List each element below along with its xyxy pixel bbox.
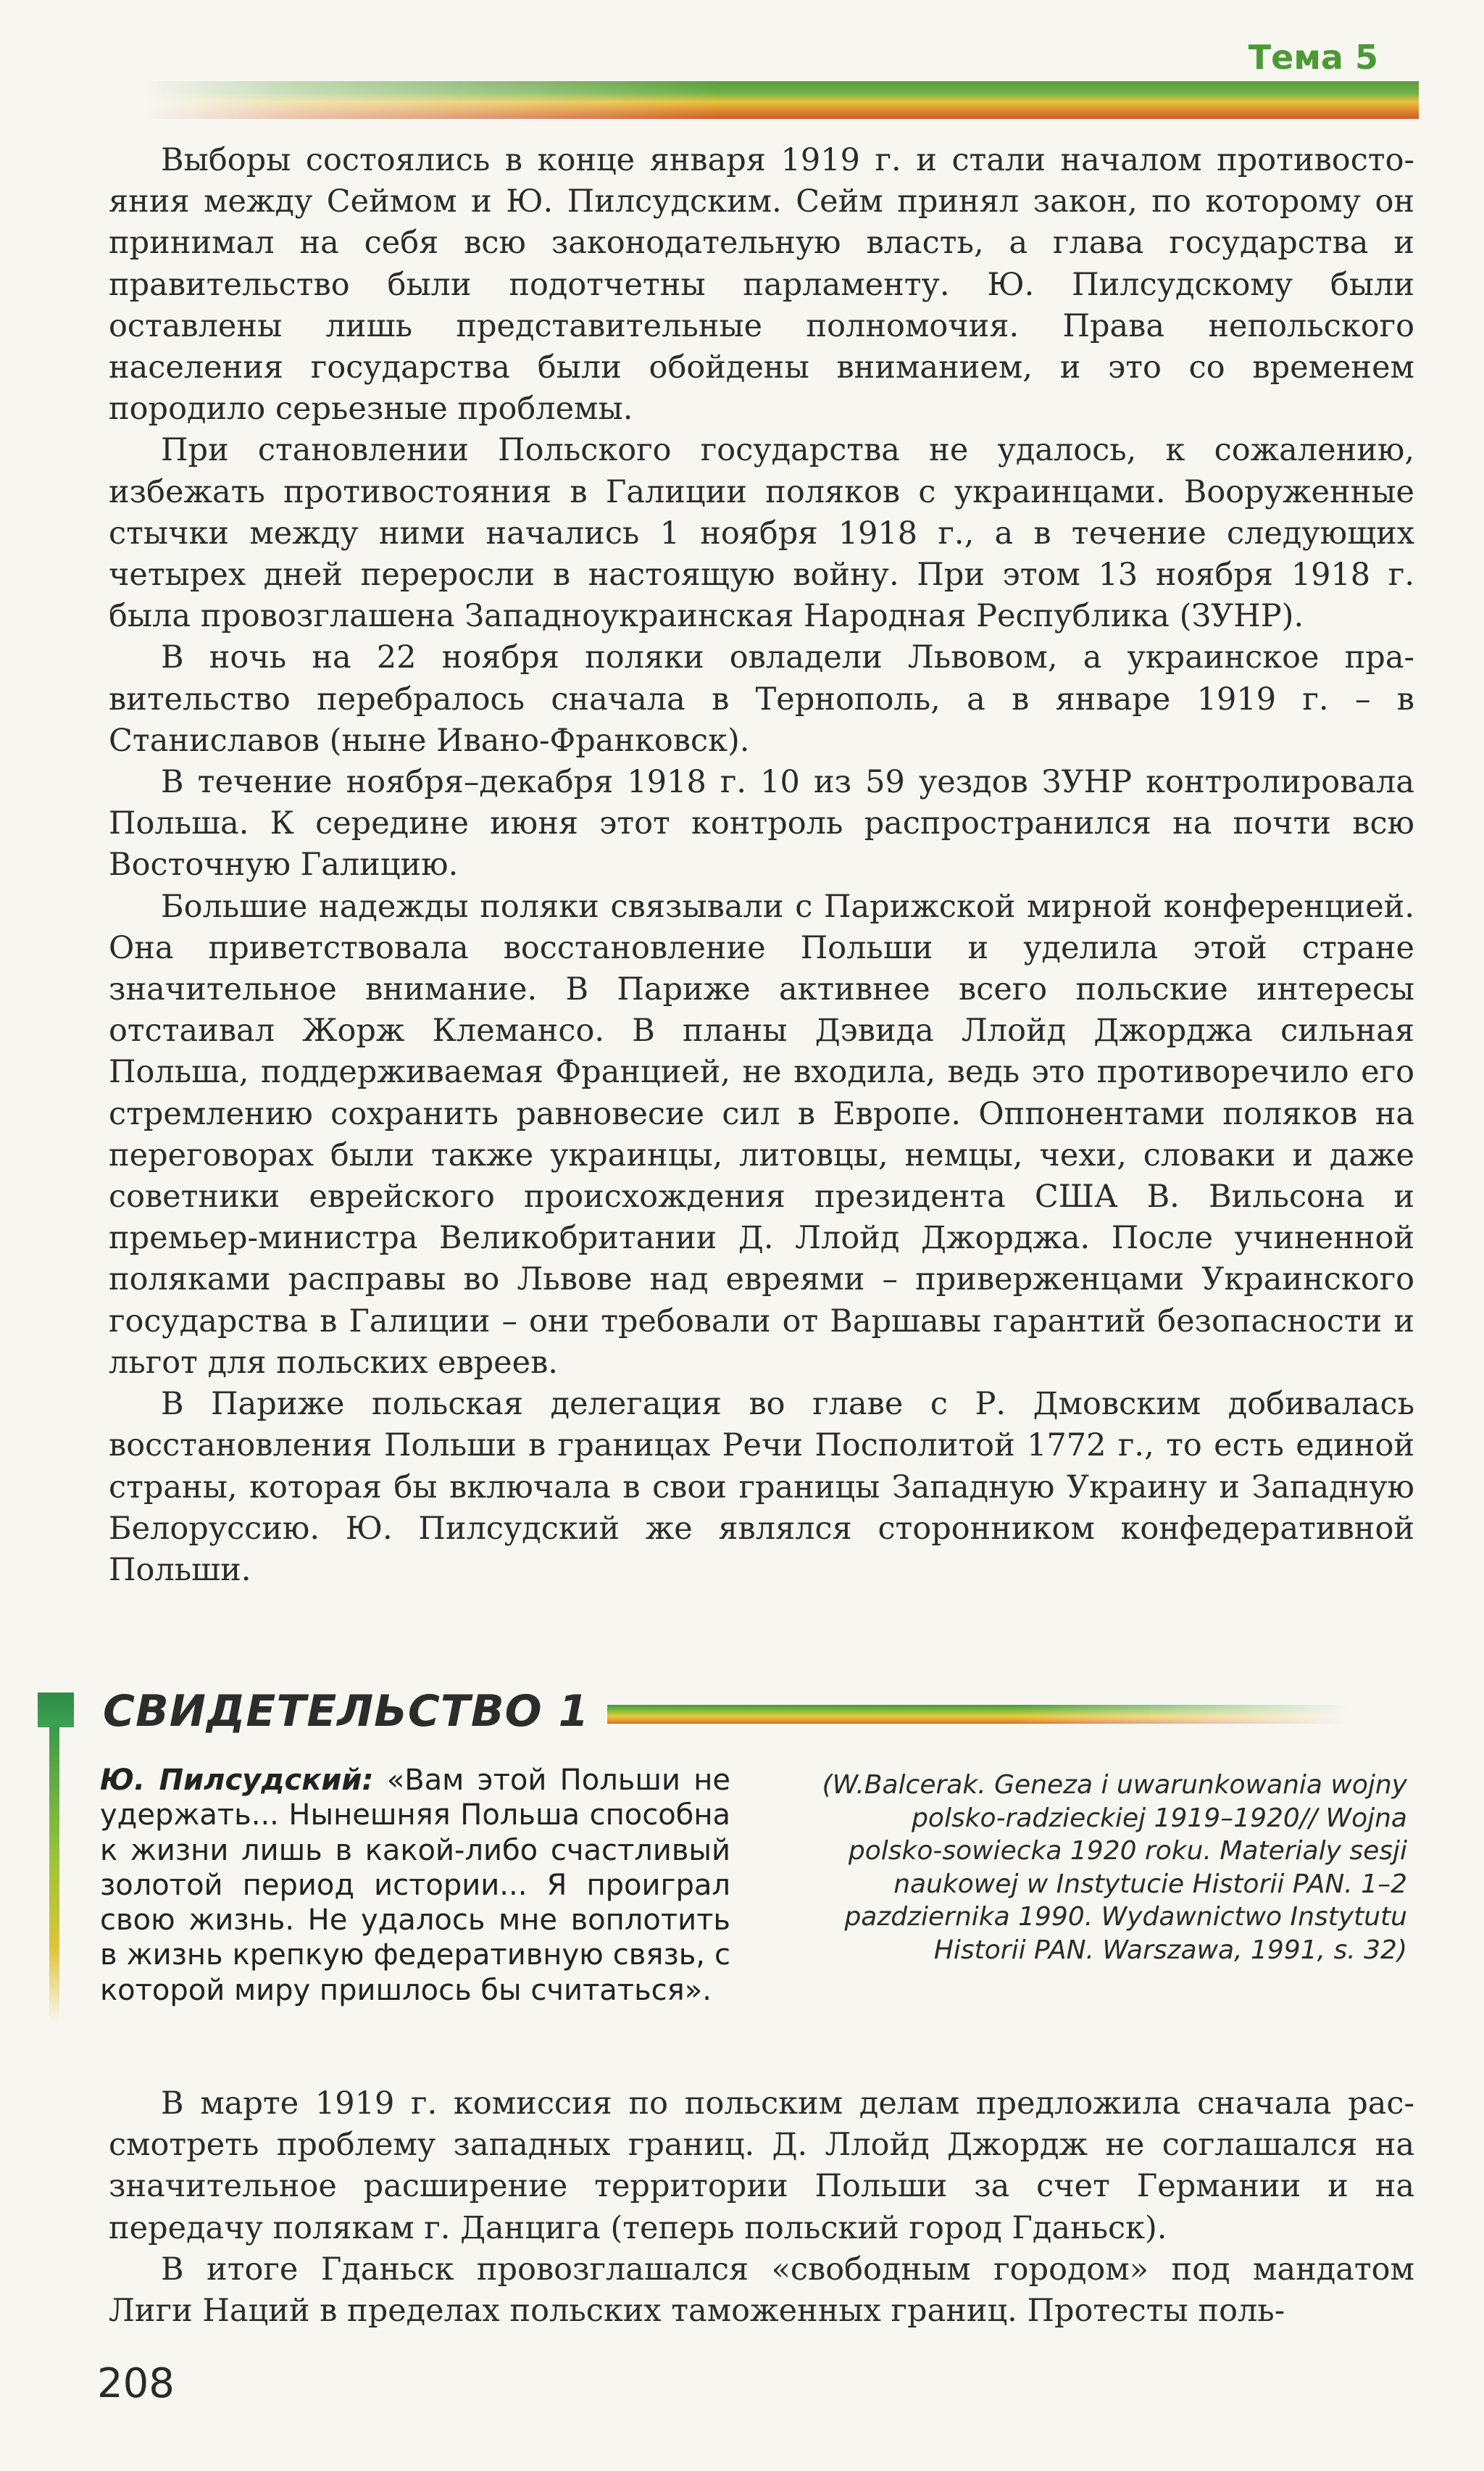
evidence-speaker: Ю. Пилсудский: bbox=[100, 1764, 374, 1797]
evidence-title-gradient-bar bbox=[607, 1705, 1346, 1724]
page-number: 208 bbox=[97, 2360, 175, 2407]
evidence-quote bbox=[100, 1763, 730, 2008]
topic-label: Тема 5 bbox=[1248, 38, 1378, 77]
evidence-title: СВИДЕТЕЛЬСТВО 1 bbox=[103, 1686, 590, 1737]
paragraph: Выборы состоялись в конце января 1919 г. и стали началом противостояния между Сеймом и Ю. Пилсудским. Сейм принял закон, по которому он принимал на себя всю законодательную власть, а глава государства и правительство были подотчетны парламенту. Ю. Пилсудскому были оставлены лишь представительные полномочия. Права непольского населения государства были обойдены вниманием, и это со временем породило серьезные проблемы. bbox=[109, 142, 1414, 428]
paragraph: В марте 1919 г. комиссия по польским делам предложила сначала рассмотреть проблему западных границ. Д. Ллойд Джордж не соглашался на значительное расширение территории Польши за счет Германии и на передачу полякам г. Данцига (теперь польский город Гданьск). bbox=[109, 2085, 1414, 2246]
paragraph: Большие надежды поляки связывали с Парижской мирной конференцией. Она приветствовала восстановление Польши и уделила этой стране значительное внимание. В Париже активнее всего польские интересы отстаивал Жорж Клемансо. В планы Дэвида Ллойд Джорджа сильная Польша, поддерживаемая Францией, не входила, ведь это противоречило его стремлению сохранить равновесие сил в Европе. Оппонентами поляков на переговорах были также украинцы, литовцы, немцы, чехи, словаки и даже советники еврейского происхождения президента США В. Вильсона и премьер-министра Великобритании Д. Ллойд Джорджа. После учиненной поляками расправы во Львове над евреями – приверженцами Украинского государства в Галиции – они требовали от Варшавы гарантий безопасности и льгот для польских евреев. bbox=[109, 888, 1414, 1381]
paragraph: В течение ноября–декабря 1918 г. 10 из 59 уездов ЗУНР контролировала Польша. К середине июня этот контроль распространился на почти всю Восточную Галицию. bbox=[109, 764, 1414, 884]
evidence-marker-block bbox=[38, 1693, 74, 1727]
header-gradient-bar bbox=[145, 81, 1419, 119]
main-text-block-continued bbox=[109, 2083, 1414, 2332]
paragraph: В ночь на 22 ноября поляки овладели Львовом, а украинское правительство перебралось сначала в Тернополь, а в январе 1919 г. – в Станиславов (ныне Ивано-Франковск). bbox=[109, 639, 1414, 759]
paragraph: В Париже польская делегация во главе с Р. Дмовским добивалась восстановления Польши в границах Речи Посполитой 1772 г., то есть единой страны, которая бы включала в свои границы Западную Украину и Западную Белоруссию. Ю. Пилсудский же являлся сторонником конфедеративной Польши. bbox=[109, 1386, 1414, 1588]
evidence-side-bar bbox=[49, 1725, 59, 2022]
paragraph: В итоге Гданьск провозглашался «свободным городом» под мандатом Лиги Наций в пределах польских таможенных границ. Протесты поль- bbox=[109, 2251, 1414, 2330]
evidence-quote-text: «Вам этой Польши не удержать... Нынешняя Польша способна к жизни лишь в какой-либо счастливый золотой период истории... Я проиграл свою жизнь. Не удалось мне воплотить в жизнь крепкую федеративную связь, с которой миру пришлось бы считаться». bbox=[100, 1764, 730, 2007]
paragraph: При становлении Польского государства не удалось, к сожалению, избежать противостояния в Галиции поляков с украинцами. Вооруженные стычки между ними начались 1 ноября 1918 г., а в течение следующих четырех дней переросли в настоящую войну. При этом 13 ноября 1918 г. была провозглашена Западноукраинская Народная Республика (ЗУНР). bbox=[109, 432, 1414, 635]
evidence-source: (W.Balcerak. Geneza i uwarunkowania wojny polsko-radzieckiej 1919–1920// Wojna polsko-sowiecka 1920 roku. Materialy sesji naukowej w Instytucie Historii PAN. 1–2 pazdziernika 1990. Wydawnictwo Instytutu Historii PAN. Warszawa, 1991, s. 32) bbox=[822, 1770, 1407, 1965]
main-text-block bbox=[109, 140, 1414, 1591]
